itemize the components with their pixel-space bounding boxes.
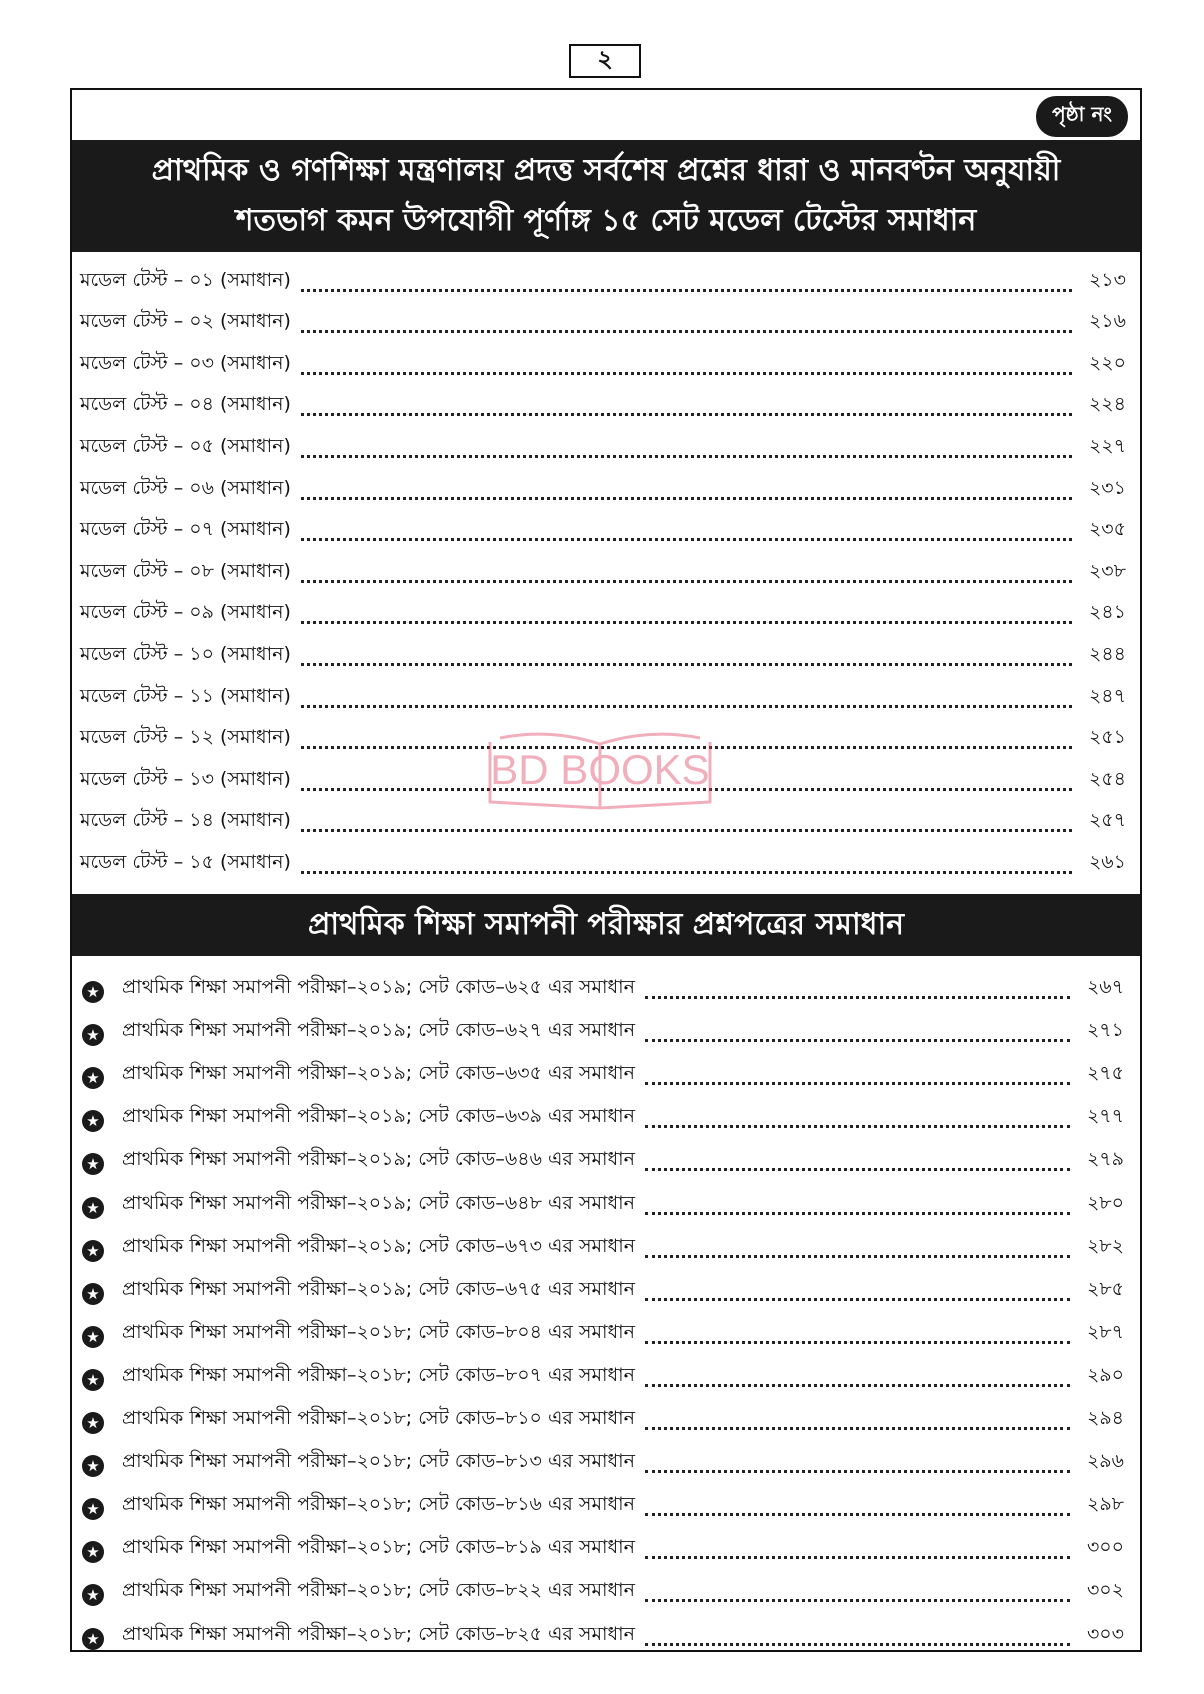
dot-leader [645,1341,1070,1344]
dot-leader [645,1513,1070,1516]
dot-leader [645,1470,1070,1473]
toc-entry [72,1134,1140,1177]
toc-entry-page: ২৬১ [1088,850,1126,873]
page-no-badge: পৃষ্ঠা নং [1036,96,1128,137]
contents-frame [70,88,1142,1652]
toc-entry-page: ২৭৯ [1086,1148,1124,1171]
star-bullet-icon: ★ [82,1326,104,1348]
toc-entry-label: মডেল টেস্ট – ০৩ (সমাধান) [80,351,291,374]
toc-entry-page: ২২৪ [1088,393,1126,416]
toc-entry-page: ৩০৩ [1086,1622,1124,1645]
toc-entry-label: প্রাথমিক শিক্ষা সমাপনী পরীক্ষা–২০১৯; সেট কোড–৬৪৬ এর সমাধান [122,1148,636,1171]
toc-entry-label: মডেল টেস্ট – ১৩ (সমাধান) [80,767,291,790]
section1-heading [72,140,1140,252]
page-number: ২ [569,44,641,78]
toc-entry-label: প্রাথমিক শিক্ষা সমাপনী পরীক্ষা–২০১৯; সেট কোড–৬৩৫ এর সমাধান [122,1062,636,1085]
toc-entry [72,1522,1140,1565]
toc-entry [72,672,1140,714]
toc-entry-page: ২৫৭ [1088,809,1126,832]
model-test-list [72,256,1140,880]
star-bullet-icon: ★ [82,1024,104,1046]
toc-entry-page: ২২৭ [1088,434,1126,457]
toc-entry-page: ২৭৫ [1086,1062,1124,1085]
toc-entry-page: ২৯৪ [1086,1407,1124,1430]
toc-entry-page: ২২০ [1088,351,1126,374]
toc-entry-page: ২৪৪ [1088,642,1126,665]
dot-leader [301,621,1072,624]
dot-leader [645,1125,1070,1128]
toc-entry-label: মডেল টেস্ট – ০১ (সমাধান) [80,268,291,291]
toc-entry-label: প্রাথমিক শিক্ষা সমাপনী পরীক্ষা–২০১৯; সেট কোড–৬২৭ এর সমাধান [122,1019,636,1042]
toc-entry-label: প্রাথমিক শিক্ষা সমাপনী পরীক্ষা–২০১৯; সেট কোড–৬৭৫ এর সমাধান [122,1277,636,1300]
toc-entry-page: ২৩১ [1088,476,1126,499]
toc-entry [72,464,1140,506]
toc-entry-page: ২৯৮ [1086,1493,1124,1516]
toc-entry-label: প্রাথমিক শিক্ষা সমাপনী পরীক্ষা–২০১৮; সেট কোড–৮১০ এর সমাধান [122,1407,636,1430]
toc-entry [72,1565,1140,1608]
toc-entry [72,547,1140,589]
star-bullet-icon: ★ [82,981,104,1003]
star-bullet-icon: ★ [82,1283,104,1305]
toc-entry-label: মডেল টেস্ট – ০৮ (সমাধান) [80,559,291,582]
dot-leader [301,746,1072,749]
toc-entry [72,339,1140,381]
toc-entry-label: প্রাথমিক শিক্ষা সমাপনী পরীক্ষা–২০১৯; সেট কোড–৬৭৩ এর সমাধান [122,1234,636,1257]
toc-entry [72,506,1140,548]
toc-entry-label: মডেল টেস্ট – ০২ (সমাধান) [80,310,291,333]
toc-entry-page: ২৪১ [1088,601,1126,624]
dot-leader [645,1039,1070,1042]
toc-entry-label: প্রাথমিক শিক্ষা সমাপনী পরীক্ষা–২০১৮; সেট কোড–৮১৬ এর সমাধান [122,1493,636,1516]
section1-heading-line2: শতভাগ কমন উপযোগী পূর্ণাঙ্গ ১৫ সেট মডেল টেস্টের সমাধান [235,203,977,238]
toc-entry [72,838,1140,880]
toc-entry [72,589,1140,631]
toc-entry-page: ২৮০ [1086,1191,1124,1214]
dot-leader [645,1168,1070,1171]
toc-entry [72,962,1140,1005]
toc-entry-label: মডেল টেস্ট – ১০ (সমাধান) [80,642,291,665]
dot-leader [301,788,1072,791]
star-bullet-icon: ★ [82,1628,104,1650]
toc-entry-label: মডেল টেস্ট – ০৯ (সমাধান) [80,601,291,624]
toc-entry [72,1221,1140,1264]
star-bullet-icon: ★ [82,1240,104,1262]
toc-entry [72,1393,1140,1436]
toc-entry [72,298,1140,340]
toc-entry-page: ৩০২ [1086,1579,1124,1602]
dot-leader [645,1556,1070,1559]
star-bullet-icon: ★ [82,1197,104,1219]
toc-entry-page: ২৭৭ [1086,1105,1124,1128]
dot-leader [645,1427,1070,1430]
star-bullet-icon: ★ [82,1110,104,1132]
toc-entry-page: ২৫৪ [1088,767,1126,790]
toc-entry-label: মডেল টেস্ট – ১৫ (সমাধান) [80,850,291,873]
toc-entry-label: প্রাথমিক শিক্ষা সমাপনী পরীক্ষা–২০১৮; সেট কোড–৮০৪ এর সমাধান [122,1320,636,1343]
dot-leader [301,289,1072,292]
toc-entry [72,1350,1140,1393]
toc-entry-page: ২৪৭ [1088,684,1126,707]
toc-entry [72,1005,1140,1048]
dot-leader [645,1255,1070,1258]
toc-entry [72,256,1140,298]
toc-entry-label: প্রাথমিক শিক্ষা সমাপনী পরীক্ষা–২০১৮; সেট কোড–৮২৫ এর সমাধান [122,1622,636,1645]
star-bullet-icon: ★ [82,1153,104,1175]
star-bullet-icon: ★ [82,1541,104,1563]
dot-leader [301,663,1072,666]
toc-entry-label: মডেল টেস্ট – ১৪ (সমাধান) [80,809,291,832]
toc-entry [72,1608,1140,1651]
dot-leader [301,580,1072,583]
dot-leader [645,1082,1070,1085]
dot-leader [645,1384,1070,1387]
toc-entry-page: ২৭১ [1086,1019,1124,1042]
dot-leader [301,330,1072,333]
star-bullet-icon: ★ [82,1412,104,1434]
section1-heading-line1: প্রাথমিক ও গণশিক্ষা মন্ত্রণালয় প্রদত্ত সর্বশেষ প্রশ্নের ধারা ও মানবণ্টন অনুযায়ী [151,153,1061,188]
dot-leader [645,1298,1070,1301]
toc-entry-page: ২৫১ [1088,726,1126,749]
toc-entry-label: মডেল টেস্ট – ০৬ (সমাধান) [80,476,291,499]
toc-entry [72,1177,1140,1220]
toc-entry [72,422,1140,464]
star-bullet-icon: ★ [82,1369,104,1391]
toc-entry-page: ২৯৬ [1086,1450,1124,1473]
dot-leader [301,372,1072,375]
toc-entry [72,1436,1140,1479]
toc-entry [72,797,1140,839]
star-bullet-icon: ★ [82,1067,104,1089]
toc-entry-label: প্রাথমিক শিক্ষা সমাপনী পরীক্ষা–২০১৯; সেট কোড–৬৪৮ এর সমাধান [122,1191,636,1214]
dot-leader [301,538,1072,541]
dot-leader [301,871,1072,874]
toc-entry-label: প্রাথমিক শিক্ষা সমাপনী পরীক্ষা–২০১৮; সেট কোড–৮১৩ এর সমাধান [122,1450,636,1473]
toc-entry-label: মডেল টেস্ট – ১১ (সমাধান) [80,684,291,707]
toc-entry-page: ৩০০ [1086,1536,1124,1559]
toc-entry-page: ২১৬ [1088,310,1126,333]
dot-leader [301,413,1072,416]
toc-entry-page: ২৯০ [1086,1363,1124,1386]
toc-entry-label: প্রাথমিক শিক্ষা সমাপনী পরীক্ষা–২০১৯; সেট কোড–৬৩৯ এর সমাধান [122,1105,636,1128]
toc-entry [72,1048,1140,1091]
toc-entry-page: ২৩৫ [1088,518,1126,541]
toc-entry-label: মডেল টেস্ট – ০৭ (সমাধান) [80,518,291,541]
star-bullet-icon: ★ [82,1455,104,1477]
toc-entry-label: প্রাথমিক শিক্ষা সমাপনী পরীক্ষা–২০১৮; সেট কোড–৮২২ এর সমাধান [122,1579,636,1602]
dot-leader [645,996,1070,999]
toc-entry [72,714,1140,756]
dot-leader [645,1599,1070,1602]
dot-leader [301,497,1072,500]
star-bullet-icon: ★ [82,1584,104,1606]
toc-entry-page: ২৮২ [1086,1234,1124,1257]
toc-entry [72,630,1140,672]
toc-entry-label: প্রাথমিক শিক্ষা সমাপনী পরীক্ষা–২০১৮; সেট কোড–৮০৭ এর সমাধান [122,1363,636,1386]
toc-entry [72,1264,1140,1307]
toc-entry-label: মডেল টেস্ট – ০৪ (সমাধান) [80,393,291,416]
dot-leader [301,829,1072,832]
toc-entry [72,755,1140,797]
toc-entry-page: ২৮৫ [1086,1277,1124,1300]
dot-leader [301,455,1072,458]
toc-entry-page: ২৩৮ [1088,559,1126,582]
dot-leader [645,1643,1070,1646]
toc-entry-label: প্রাথমিক শিক্ষা সমাপনী পরীক্ষা–২০১৯; সেট কোড–৬২৫ এর সমাধান [122,976,636,999]
toc-entry-page: ২১৩ [1088,268,1126,291]
star-bullet-icon: ★ [82,1498,104,1520]
toc-entry [72,381,1140,423]
toc-entry-label: মডেল টেস্ট – ১২ (সমাধান) [80,726,291,749]
toc-entry [72,1479,1140,1522]
toc-entry [72,1091,1140,1134]
toc-entry-label: প্রাথমিক শিক্ষা সমাপনী পরীক্ষা–২০১৮; সেট কোড–৮১৯ এর সমাধান [122,1536,635,1559]
toc-entry-label: মডেল টেস্ট – ০৫ (সমাধান) [80,434,291,457]
toc-entry [72,1307,1140,1350]
toc-entry-page: ২৮৭ [1086,1320,1124,1343]
dot-leader [645,1212,1070,1215]
toc-entry-page: ২৬৭ [1086,976,1124,999]
watermark-text: BD BOOKS [490,746,710,793]
dot-leader [301,705,1072,708]
section2-heading: প্রাথমিক শিক্ষা সমাপনী পরীক্ষার প্রশ্নপত্রের সমাধান [72,894,1140,956]
exam-solution-list [72,962,1140,1652]
